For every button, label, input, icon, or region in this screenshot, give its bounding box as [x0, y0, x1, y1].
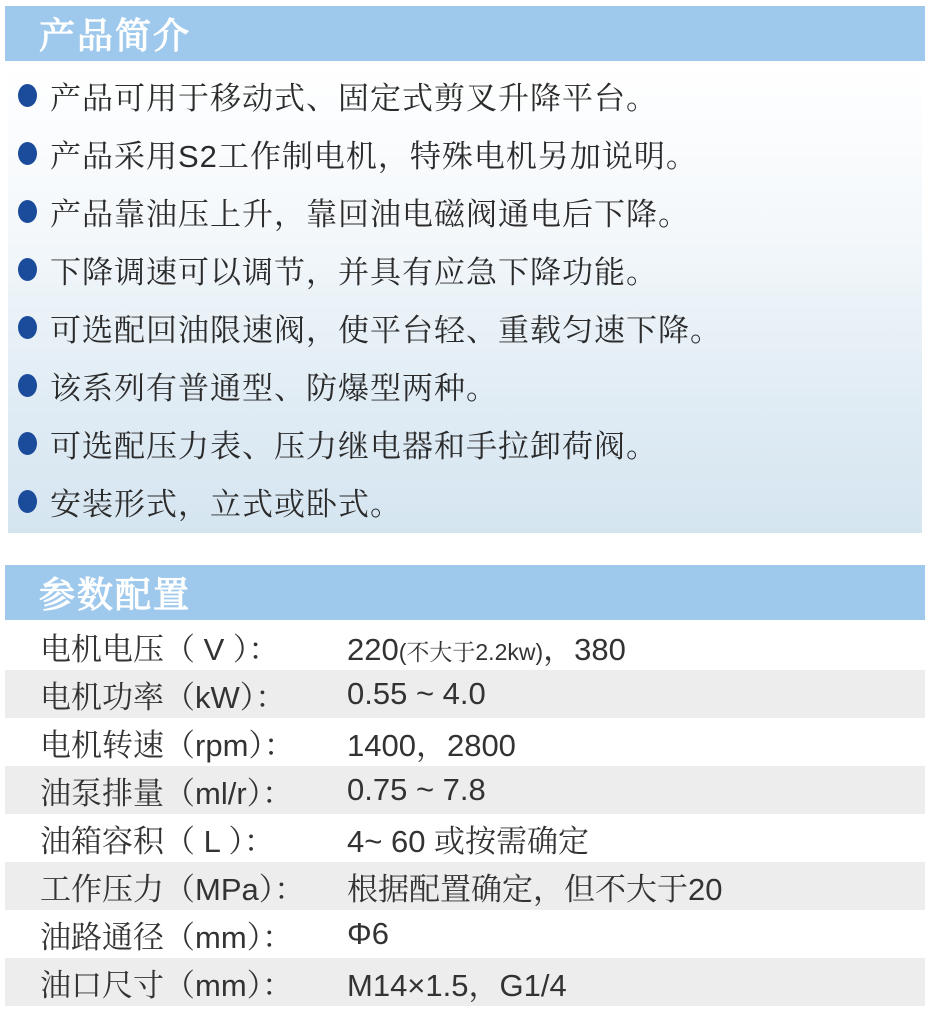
list-item-text: 产品靠油压上升，靠回油电磁阀通电后下降。 — [50, 196, 690, 232]
specs-table — [5, 622, 925, 1006]
table-row — [5, 670, 925, 718]
list-item — [8, 472, 922, 530]
list-item-text: 产品采用S2工作制电机，特殊电机另加说明。 — [50, 138, 698, 174]
spec-label: 电机电压（ V ）： — [40, 631, 280, 667]
table-row — [5, 814, 925, 862]
spec-label: 电机转速（rpm）： — [40, 727, 295, 763]
table-row — [5, 910, 925, 958]
table-row — [5, 958, 925, 1006]
spec-label: 工作压力（MPa）： — [40, 871, 306, 907]
list-item — [8, 298, 922, 356]
list-item-text: 安装形式，立式或卧式。 — [50, 486, 402, 522]
bullet-icon — [18, 258, 37, 281]
table-row — [5, 766, 925, 814]
list-item — [8, 240, 922, 298]
bullet-icon — [18, 432, 37, 455]
spec-label: 油箱容积（ L ）： — [40, 823, 275, 859]
spec-value: 0.55 ~ 4.0 — [347, 676, 486, 711]
spec-label: 电机功率（kW）： — [40, 679, 287, 715]
list-item — [8, 124, 922, 182]
list-item — [8, 356, 922, 414]
table-row — [5, 862, 925, 910]
spec-value: 1400，2800 — [347, 727, 516, 763]
list-item-text: 可选配压力表、压力继电器和手拉卸荷阀。 — [50, 428, 658, 464]
spec-value-note: (不大于2.2kw) — [398, 638, 544, 665]
list-item — [8, 66, 922, 124]
bullet-icon — [18, 316, 37, 339]
intro-section-body — [8, 61, 922, 533]
intro-section-title: 产品简介 — [39, 15, 192, 56]
bullet-icon — [18, 374, 37, 397]
spec-label: 油路通径（mm）： — [40, 919, 294, 955]
bullet-icon — [18, 142, 37, 165]
intro-section-header — [5, 6, 925, 61]
table-row — [5, 718, 925, 766]
spec-label: 油口尺寸（mm）： — [40, 967, 294, 1003]
spec-value: 4~ 60 或按需确定 — [347, 823, 590, 859]
spec-value: 0.75 ~ 7.8 — [347, 772, 486, 807]
specs-section-header — [5, 565, 925, 620]
spec-value: Φ6 — [347, 916, 389, 951]
list-item — [8, 414, 922, 472]
list-item — [8, 182, 922, 240]
bullet-icon — [18, 490, 37, 513]
spec-label: 油泵排量（ml/r）： — [40, 775, 294, 811]
list-item-text: 该系列有普通型、防爆型两种。 — [50, 370, 498, 406]
list-item-text: 产品可用于移动式、固定式剪叉升降平台。 — [50, 80, 658, 116]
spec-value: M14×1.5，G1/4 — [347, 967, 567, 1003]
list-item-text: 可选配回油限速阀，使平台轻、重载匀速下降。 — [50, 312, 722, 348]
bullet-icon — [18, 84, 37, 107]
intro-bullet-list — [8, 61, 922, 530]
bullet-icon — [18, 200, 37, 223]
spec-value: 根据配置确定，但不大于20 — [347, 871, 723, 907]
list-item-text: 下降调速可以调节，并具有应急下降功能。 — [50, 254, 658, 290]
spec-value: 220(不大于2.2kw)，380 — [347, 631, 626, 667]
specs-section-title: 参数配置 — [39, 574, 192, 615]
table-row — [5, 622, 925, 670]
